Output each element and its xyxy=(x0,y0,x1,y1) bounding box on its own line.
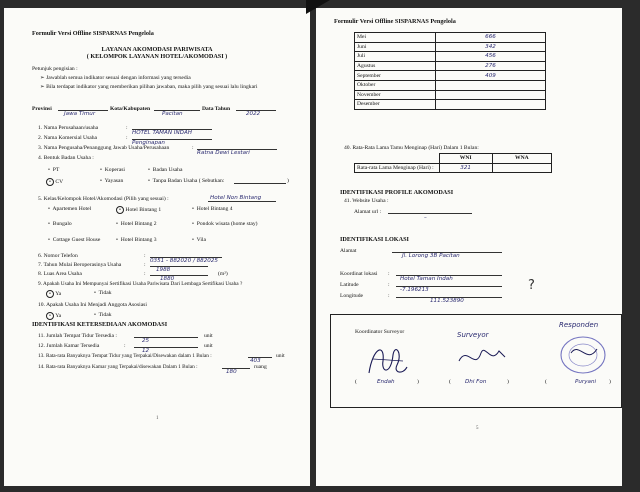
latitude-label: Latitude xyxy=(340,282,359,288)
month-name: November xyxy=(355,90,436,100)
instructions-title: Petunjuk pengisian : xyxy=(32,66,78,72)
form-title: Formulir Versi Offline SISPARNAS Pengelola xyxy=(32,30,154,37)
koordinat-field[interactable]: Hotel Taman Indah xyxy=(396,267,502,276)
month-row xyxy=(355,42,546,52)
tanpa-badan-usaha-field[interactable] xyxy=(234,176,286,184)
month-name: September xyxy=(355,71,436,81)
month-name: Desember xyxy=(355,100,436,110)
q10-yes-selected[interactable]: • Ya xyxy=(46,312,61,320)
surveyor-name: Dhi Fon xyxy=(465,379,487,385)
class-option[interactable]: • Cottage Guest House xyxy=(48,237,101,243)
month-value[interactable] xyxy=(436,100,546,110)
wni-cell[interactable]: 321 xyxy=(439,163,492,173)
q6-field[interactable]: 0351 - 882020 / 882025 xyxy=(150,249,222,258)
kota-label: Kota/Kabupaten xyxy=(110,106,151,112)
month-value[interactable]: 409 xyxy=(436,71,546,81)
q14-label: 14. Rata-rata Banyaknya Kamar yang Terpakai/disewakan Dalam 1 Bulan : xyxy=(38,364,198,370)
q14-unit: ruang xyxy=(254,364,267,370)
option-tanpa-badan-usaha[interactable]: • Tanpa Badan Usaha ( Sebutkan: xyxy=(148,178,225,184)
q3-field[interactable]: Ratna Dewi Lestari xyxy=(197,141,277,150)
koordinator-signature-icon xyxy=(363,339,411,381)
wna-cell[interactable] xyxy=(492,163,551,173)
month-value[interactable] xyxy=(436,90,546,100)
month-row xyxy=(355,33,546,43)
stay-table xyxy=(354,153,552,173)
q5-label: 5. Kelas/Kelompok Hotel/Akomodasi (Pilih yang sesuai) : xyxy=(38,196,169,202)
q8-field[interactable]: 1880 xyxy=(150,267,208,276)
month-name: Juli xyxy=(355,52,436,62)
q11-label: 11. Jumlah Tempat Tidur Tersedia : xyxy=(38,333,117,339)
q5-note: Hotel Non Bintang xyxy=(210,195,262,201)
class-option[interactable]: • Pondok wisata (home stay) xyxy=(192,221,258,227)
class-option-selected[interactable]: • Hotel Bintang 1 xyxy=(116,206,161,214)
q10-no[interactable]: • Tidak xyxy=(94,312,112,318)
row-label: Rata-rata Lama Menginap (Hari) : xyxy=(355,163,440,173)
q11-field[interactable]: 25 xyxy=(134,329,198,338)
page-number: 5 xyxy=(476,426,479,431)
responden-label: Responden xyxy=(559,321,599,329)
latitude-field[interactable]: -7.196213 xyxy=(396,278,502,287)
monthly-table xyxy=(354,32,546,110)
instruction-item: ➢ Bila terdapat indikator yang memberikan pilihan jawaban, maka pilih yang sesuai lalu lingkari xyxy=(40,84,258,90)
month-row xyxy=(355,61,546,71)
longitude-field[interactable]: 111.523890 xyxy=(396,289,502,298)
surveyor-signature-icon xyxy=(455,341,509,375)
month-row xyxy=(355,100,546,110)
class-option[interactable]: • Bungalo xyxy=(48,221,72,227)
month-row xyxy=(355,90,546,100)
q13-field[interactable]: 403 xyxy=(248,349,272,358)
q41-label: 41. Website Usaha : xyxy=(344,198,389,204)
q12-field[interactable]: 12 xyxy=(134,339,198,348)
section-heading: LAYANAN AKOMODASI PARIWISATA xyxy=(101,46,213,53)
section-ketersediaan: IDENTIFIKASI KETERSEDIAAN AKOMODASI xyxy=(32,321,168,328)
month-name: Oktober xyxy=(355,80,436,90)
q6-label: 6. Nomor Telefon xyxy=(38,253,78,259)
q1-field[interactable]: HOTEL TAMAN INDAH xyxy=(132,121,212,130)
provinsi-label: Provinsi xyxy=(32,106,52,112)
class-option[interactable]: • Hotel Bintang 2 xyxy=(116,221,157,227)
scan-corner-icon xyxy=(306,0,330,16)
q8-label: 8. Luas Area Usaha xyxy=(38,271,82,277)
instruction-item: ➢ Jawablah semua indikator sesuai dengan informasi yang tersedia xyxy=(40,75,191,81)
unit-label: unit xyxy=(276,353,285,359)
class-option[interactable]: • Hotel Bintang 4 xyxy=(192,206,233,212)
responden-name: Puryani xyxy=(575,379,597,385)
section-profile: IDENTIFIKASI PROFILE AKOMODASI xyxy=(340,189,454,196)
q4-label: 4. Bentuk Badan Usaha : xyxy=(38,155,94,161)
option-yayasan[interactable]: • Yayasan xyxy=(100,178,124,184)
q14-field[interactable]: 180 xyxy=(222,360,250,369)
q40-label: 40. Rata-Rata Lama Tamu Menginap (Hari) Dalam 1 Bulan: xyxy=(344,145,479,151)
tahun-field[interactable]: 2022 xyxy=(236,102,276,111)
q7-field[interactable]: 1988 xyxy=(150,258,208,267)
form-title: Formulir Versi Offline SISPARNAS Pengelola xyxy=(334,18,456,25)
q2-field[interactable]: Penginapan xyxy=(132,131,212,140)
page-number: 1 xyxy=(156,416,159,421)
option-pt[interactable]: • PT xyxy=(48,167,60,173)
alamat-field[interactable]: Jl. Lorong 3B Pacitan xyxy=(392,244,502,253)
month-row xyxy=(355,80,546,90)
q7-label: 7. Tahun Mulai Beroperasinya Usaha xyxy=(38,262,122,268)
q9-yes-selected[interactable]: • Ya xyxy=(46,290,61,298)
q8-unit: (m²) xyxy=(218,271,228,277)
tahun-label: Data Tahun xyxy=(202,106,231,112)
col-wni: WNI xyxy=(439,154,492,164)
q12-label: 12. Jumlah Kamar Tersedia xyxy=(38,343,100,349)
month-value[interactable]: 276 xyxy=(436,61,546,71)
koordinator-name: Endah xyxy=(377,379,395,385)
signature-box: Koordinator Surveyor ( Endah ) Surveyor ( Dhi Fon ) Responden ( Puryani ) xyxy=(330,314,622,408)
form-page-left: Formulir Versi Offline SISPARNAS Pengelola LAYANAN AKOMODASI PARIWISATA ( KELOMPOK LAYANAN HOTEL/AKOMODASI ) Petunjuk pengisian : ➢ Jawablah semua indikator sesuai dengan informasi yang tersedia ➢ Bila terdapat indikator yang memberikan pilihan jawaban, maka pilih yang sesuai lalu lingkari Provinsi Jawa Timur Kota/Kabupaten Pacitan Data Tahun 2022 1. Nama Perusahaan/usaha : HOTEL TAMAN INDAH 2. Nama Komersial Usaha : Penginapan 3. Nama Pengusaha/Penanggung Jawab Usaha/Perusahaan : Ratna Dewi Lestari 4. Bentuk Badan Usaha : • PT • Koperasi • Badan Usaha • CV • Yayasan • Tanpa Badan Usaha ( Sebutkan: ) 5. Kelas/Kelompok Hotel/Akomodasi (Pilih yang sesuai) : Hotel Non Bintang • Apartemen Hotel • Hotel Bintang 1 • Hotel Bintang 4 • Bungalo • Hotel Bintang 2 • Pondok wisata (home stay) • Cottage Guest House • Hotel Bintang 3 • Vila 6. Nomor Telefon : 0351 - 882020 / 882025 7. Tahun Mulai Beroperasinya Usaha : 1988 8. Luas Area Usaha : 1880 (m²) 9. Apakah Usaha Ini Mempunyai Sertifikasi Usaha Pariwisata Dari Lembaga Sertifikasi Usaha ? • Ya • Tidak 10. Apakah Usaha Ini Menjadi Anggota Asosiasi • Ya • Tidak IDENTIFIKASI KETERSEDIAAN AKOMODASI 11. Jumlah Tempat Tidur Tersedia : 25 unit 12. Jumlah Kamar Tersedia : 12 unit 13. Rata-rata Banyaknya Tempat Tidur yang Terpakai/Disewakan dalam 1 Bulan : 403 unit 14. Rata-rata Banyaknya Kamar yang Terpakai/disewakan Dalam 1 Bulan : 180 ruang 1 xyxy=(4,8,310,486)
section-subheading: ( KELOMPOK LAYANAN HOTEL/AKOMODASI ) xyxy=(86,53,228,60)
month-name: Juni xyxy=(355,42,436,52)
month-row xyxy=(355,71,546,81)
col-wna: WNA xyxy=(492,154,551,164)
q9-no[interactable]: • Tidak xyxy=(94,290,112,296)
longitude-label: Longitude xyxy=(340,293,363,299)
question-mark-annotation-icon: ? xyxy=(528,278,535,293)
alamat-label: Alamat xyxy=(340,248,357,254)
month-name: Mei xyxy=(355,33,436,43)
month-value[interactable] xyxy=(436,80,546,90)
class-option[interactable]: • Vila xyxy=(192,237,206,243)
option-badan-usaha[interactable]: • Badan Usaha xyxy=(148,167,183,173)
month-value[interactable]: 342 xyxy=(436,42,546,52)
q1-label: 1. Nama Perusahaan/usaha xyxy=(38,125,99,131)
q10-label: 10. Apakah Usaha Ini Menjadi Anggota Asosiasi xyxy=(38,302,147,308)
unit-label: unit xyxy=(204,343,213,349)
koordinator-label: Koordinator Surveyor xyxy=(355,329,405,335)
surveyor-label: Surveyor xyxy=(457,331,489,339)
option-cv-selected[interactable]: • CV xyxy=(46,178,63,186)
form-page-right: Formulir Versi Offline SISPARNAS Pengelola Mei 666 Juni 342 Juli 456 Agustus 276 September 409 Oktober November Desember 40. Rata-Rata Lama Tamu Menginap (Hari) Dalam 1 Bulan: WNI WNA Rata-rata Lama Menginap (Hari) : 321 IDENTIFIKASI PROFILE AKOMODASI 41. Website Usaha : Alamat url : – IDENTIFIKASI LOKASI Alamat Jl. Lorong 3B Pacitan Koordinat lokasi : Hotel Taman Indah Latitude : -7.196213 Longitude : 111.523890 ? Koordinator Surveyor ( Endah ) Surveyor ( Dhi Fon ) Responden ( Puryani ) 5 xyxy=(316,8,622,486)
q2-label: 2. Nama Komersial Usaha xyxy=(38,135,98,141)
alamat-url-label: Alamat url : xyxy=(354,209,382,215)
month-row xyxy=(355,52,546,62)
option-koperasi[interactable]: • Koperasi xyxy=(100,167,125,173)
q3-label: 3. Nama Pengusaha/Penanggung Jawab Usaha/Perusahaan xyxy=(38,145,170,151)
q13-label: 13. Rata-rata Banyaknya Tempat Tidur yang Terpakai/Disewakan dalam 1 Bulan : xyxy=(38,353,212,359)
kota-field[interactable]: Pacitan xyxy=(154,102,200,111)
company-stamp-icon xyxy=(557,331,609,379)
koordinat-label: Koordinat lokasi xyxy=(340,271,378,277)
month-name: Agustus xyxy=(355,61,436,71)
month-value[interactable]: 456 xyxy=(436,52,546,62)
alamat-url-field[interactable]: – xyxy=(388,206,472,214)
class-option[interactable]: • Apartemen Hotel xyxy=(48,206,92,212)
provinsi-field[interactable]: Jawa Timur xyxy=(58,102,108,111)
class-option[interactable]: • Hotel Bintang 3 xyxy=(116,237,157,243)
q9-label: 9. Apakah Usaha Ini Mempunyai Sertifikasi Usaha Pariwisata Dari Lembaga Sertifikasi Usaha ? xyxy=(38,281,243,287)
section-lokasi: IDENTIFIKASI LOKASI xyxy=(340,236,409,243)
month-value[interactable]: 666 xyxy=(436,33,546,43)
unit-label: unit xyxy=(204,333,213,339)
